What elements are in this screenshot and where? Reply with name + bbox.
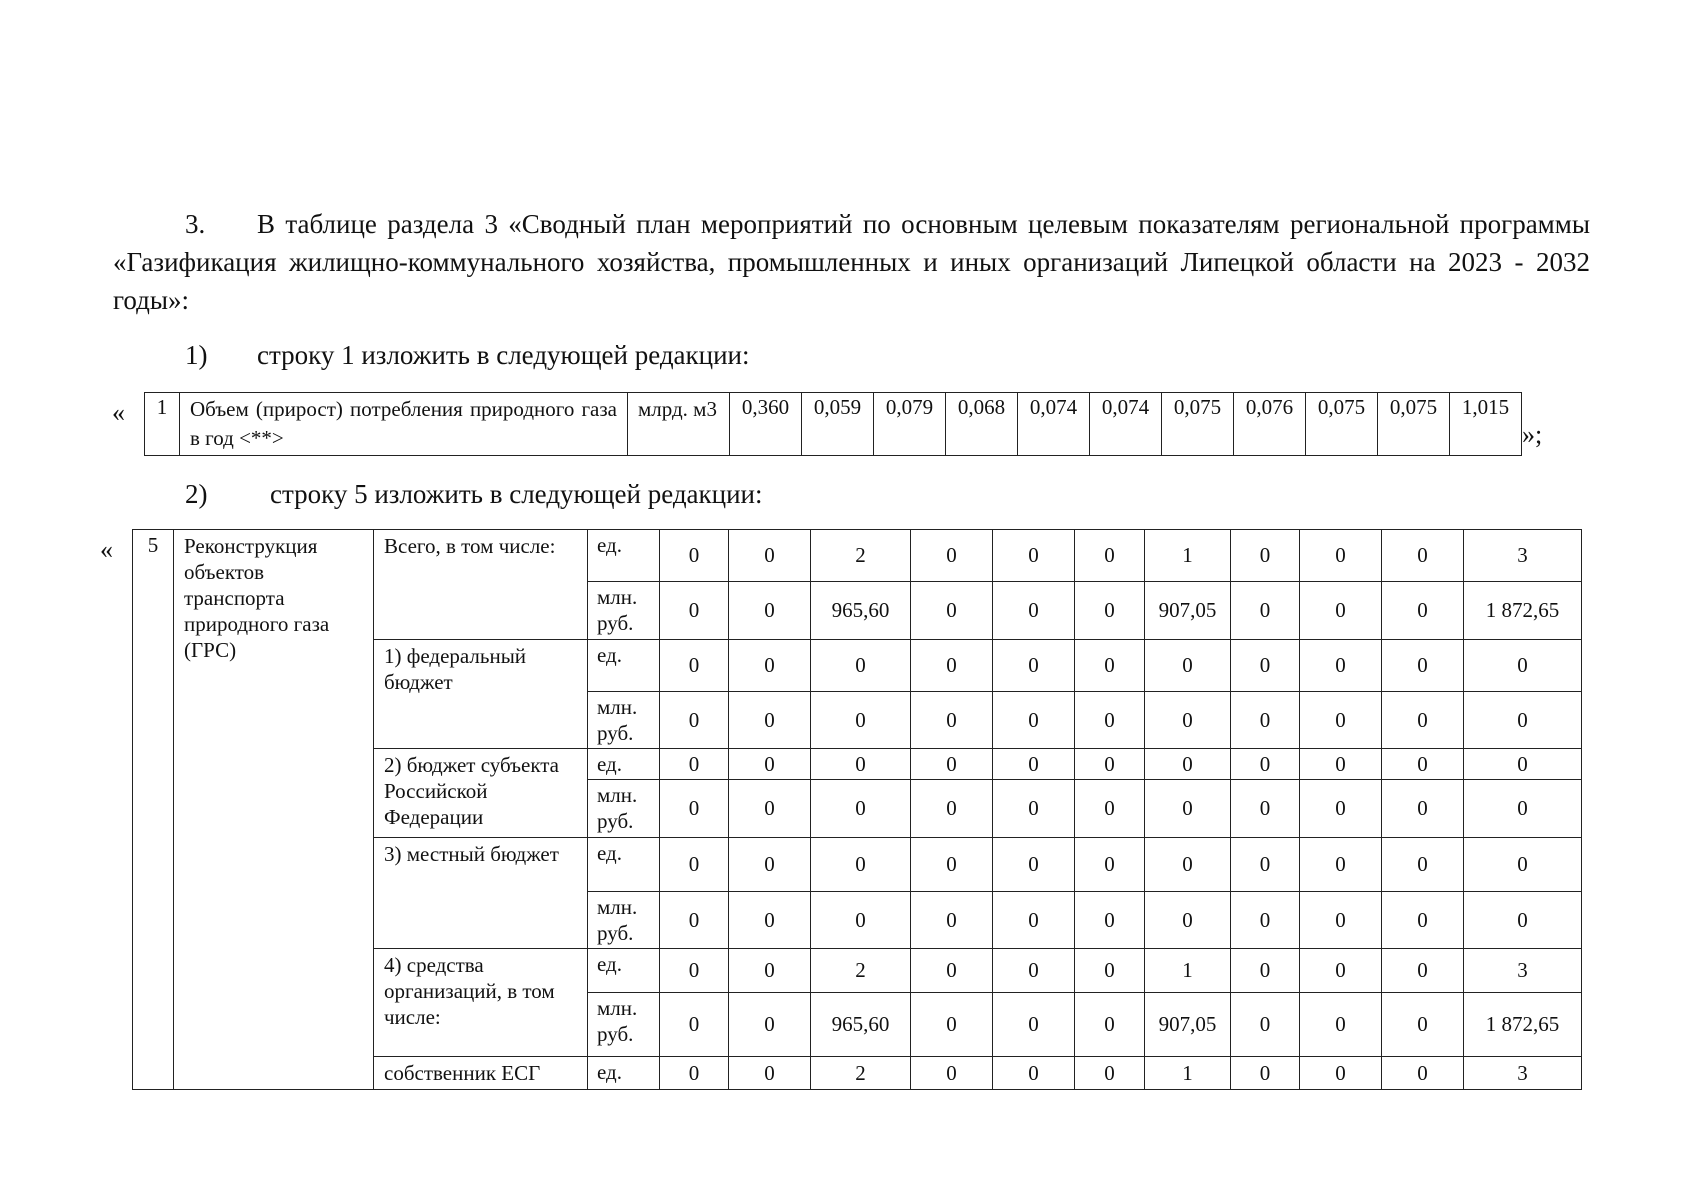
value-cell: 0: [1075, 582, 1145, 640]
value-cell: 965,60: [811, 993, 911, 1057]
value-cell: 0: [1300, 640, 1382, 692]
unit-cell: ед.: [588, 749, 660, 780]
unit-cell: ед.: [588, 1057, 660, 1090]
value-cell: 0: [811, 838, 911, 892]
value-cell: 0: [1231, 838, 1300, 892]
unit-cell: ед.: [588, 949, 660, 993]
value-cell: 0: [1464, 692, 1582, 749]
value-cell: 0: [1300, 749, 1382, 780]
value-cell: 0: [660, 1057, 729, 1090]
value-cell: 0: [1231, 892, 1300, 949]
unit-cell: млн. руб.: [588, 582, 660, 640]
value-cell: 0: [1382, 692, 1464, 749]
value-cell: 0: [1231, 1057, 1300, 1090]
value-cell: 0: [911, 838, 993, 892]
value-cell: 2: [811, 1057, 911, 1090]
value-cell: 0: [1300, 692, 1382, 749]
value-cell: 907,05: [1145, 993, 1231, 1057]
value-cell: 0: [1145, 892, 1231, 949]
value-cell: 0: [1300, 530, 1382, 582]
value-cell: 0: [1145, 749, 1231, 780]
value-cell: 0: [1075, 838, 1145, 892]
table1-value: 0,068: [946, 393, 1018, 456]
table-row-5: [132, 529, 1582, 1090]
value-cell: 0: [993, 892, 1075, 949]
value-cell: 0: [911, 993, 993, 1057]
value-cell: 0: [1075, 530, 1145, 582]
table1-row-number: 1: [145, 393, 180, 456]
value-cell: 0: [1464, 838, 1582, 892]
value-cell: 0: [993, 749, 1075, 780]
sub1-line: [185, 340, 750, 371]
unit-cell: млн. руб.: [588, 780, 660, 838]
table1-value: 0,076: [1234, 393, 1306, 456]
table1-value: 0,059: [802, 393, 874, 456]
value-cell: 965,60: [811, 582, 911, 640]
value-cell: 0: [1075, 692, 1145, 749]
value-cell: 0: [1382, 1057, 1464, 1090]
value-cell: 0: [1075, 780, 1145, 838]
value-cell: 0: [1145, 838, 1231, 892]
value-cell: 0: [911, 640, 993, 692]
unit-cell: млн. руб.: [588, 993, 660, 1057]
value-cell: 1 872,65: [1464, 993, 1582, 1057]
value-cell: 0: [1231, 692, 1300, 749]
value-cell: 0: [1382, 993, 1464, 1057]
value-cell: 0: [1075, 993, 1145, 1057]
value-cell: 0: [911, 692, 993, 749]
value-cell: 2: [811, 530, 911, 582]
value-cell: 0: [1382, 640, 1464, 692]
value-cell: 0: [993, 1057, 1075, 1090]
open-quote-2: «: [100, 535, 113, 564]
unit-cell: млн. руб.: [588, 692, 660, 749]
value-cell: 0: [729, 838, 811, 892]
value-cell: 0: [1145, 692, 1231, 749]
sub2-number: 2): [185, 479, 208, 509]
unit-cell: млн. руб.: [588, 892, 660, 949]
value-cell: 0: [1382, 838, 1464, 892]
value-cell: 0: [1075, 892, 1145, 949]
value-cell: 0: [660, 993, 729, 1057]
sub2-text: строку 5 изложить в следующей редакции:: [270, 479, 763, 509]
value-cell: 2: [811, 949, 911, 993]
table-row: [133, 530, 1582, 582]
table1-row-unit: млрд. м3: [628, 393, 730, 456]
value-cell: 1: [1145, 1057, 1231, 1090]
value-cell: 0: [660, 838, 729, 892]
table1-value: 0,075: [1162, 393, 1234, 456]
table1-row: [145, 393, 1522, 456]
funding-source: 3) местный бюджет: [374, 838, 588, 949]
value-cell: 0: [1382, 949, 1464, 993]
table1-value: 0,075: [1378, 393, 1450, 456]
value-cell: 0: [729, 530, 811, 582]
unit-cell: ед.: [588, 530, 660, 582]
item3-text: В таблице раздела 3 «Сводный план мероприятий по основным целевым показателям региональной программы «Газификация жилищно-коммунального хозяйства, промышленных и иных организаций Липецкой области на 2023 - 2032 годы»:: [113, 209, 1590, 315]
value-cell: 0: [729, 640, 811, 692]
value-cell: 0: [729, 993, 811, 1057]
table2-row-number: 5: [133, 530, 174, 1090]
table2-row-name: Реконструкция объектов транспорта природного газа (ГРС): [174, 530, 374, 1090]
value-cell: 0: [993, 692, 1075, 749]
table1-value: 0,074: [1090, 393, 1162, 456]
value-cell: 907,05: [1145, 582, 1231, 640]
value-cell: 0: [993, 838, 1075, 892]
value-cell: 0: [1382, 749, 1464, 780]
value-cell: 0: [1075, 949, 1145, 993]
value-cell: 1: [1145, 530, 1231, 582]
value-cell: 0: [729, 582, 811, 640]
value-cell: 0: [911, 949, 993, 993]
value-cell: 0: [993, 640, 1075, 692]
value-cell: 0: [1075, 749, 1145, 780]
table-row-1: [144, 392, 1522, 456]
open-quote-1: «: [112, 398, 125, 427]
value-cell: 0: [1231, 780, 1300, 838]
sub2-line: [185, 479, 763, 510]
value-cell: 0: [993, 582, 1075, 640]
unit-cell: ед.: [588, 640, 660, 692]
sub1-text: строку 1 изложить в следующей редакции:: [257, 340, 750, 370]
value-cell: 0: [729, 1057, 811, 1090]
value-cell: 0: [729, 780, 811, 838]
value-cell: 0: [1300, 892, 1382, 949]
value-cell: 0: [729, 949, 811, 993]
value-cell: 0: [1075, 640, 1145, 692]
value-cell: 0: [1300, 582, 1382, 640]
value-cell: 0: [1231, 530, 1300, 582]
funding-source: 4) средства организаций, в том числе:: [374, 949, 588, 1057]
value-cell: 0: [1382, 892, 1464, 949]
value-cell: 0: [1300, 993, 1382, 1057]
value-cell: 0: [1231, 582, 1300, 640]
value-cell: 1 872,65: [1464, 582, 1582, 640]
value-cell: 0: [660, 749, 729, 780]
value-cell: 0: [1075, 1057, 1145, 1090]
value-cell: 0: [911, 1057, 993, 1090]
value-cell: 0: [660, 780, 729, 838]
value-cell: 0: [660, 892, 729, 949]
value-cell: 0: [1382, 530, 1464, 582]
value-cell: 0: [993, 993, 1075, 1057]
value-cell: 0: [1145, 780, 1231, 838]
value-cell: 0: [660, 582, 729, 640]
value-cell: 0: [993, 949, 1075, 993]
value-cell: 0: [1464, 892, 1582, 949]
value-cell: 0: [811, 640, 911, 692]
value-cell: 0: [911, 780, 993, 838]
value-cell: 0: [1231, 949, 1300, 993]
value-cell: 0: [1231, 640, 1300, 692]
value-cell: 0: [1464, 640, 1582, 692]
value-cell: 0: [993, 530, 1075, 582]
value-cell: 0: [660, 949, 729, 993]
funding-source: собственник ЕСГ: [374, 1057, 588, 1090]
value-cell: 0: [729, 749, 811, 780]
value-cell: 0: [1231, 749, 1300, 780]
value-cell: 0: [1382, 780, 1464, 838]
value-cell: 0: [911, 749, 993, 780]
value-cell: 0: [660, 640, 729, 692]
value-cell: 0: [1464, 749, 1582, 780]
value-cell: 0: [1231, 993, 1300, 1057]
table1-row-name: Объем (прирост) потребления природного газа в год <**>: [180, 393, 628, 456]
value-cell: 3: [1464, 949, 1582, 993]
value-cell: 0: [1464, 780, 1582, 838]
table1-value: 0,360: [730, 393, 802, 456]
item3-paragraph: [113, 205, 1590, 319]
value-cell: 1: [1145, 949, 1231, 993]
value-cell: 0: [729, 692, 811, 749]
value-cell: 0: [660, 692, 729, 749]
value-cell: 0: [811, 780, 911, 838]
table2-body: [133, 530, 1582, 1090]
value-cell: 0: [1300, 1057, 1382, 1090]
close-quote-1: »;: [1522, 420, 1543, 449]
table1-value: 1,015: [1450, 393, 1522, 456]
table1-value: 0,079: [874, 393, 946, 456]
value-cell: 0: [1300, 780, 1382, 838]
value-cell: 3: [1464, 530, 1582, 582]
value-cell: 0: [911, 892, 993, 949]
value-cell: 0: [1300, 949, 1382, 993]
value-cell: 0: [729, 892, 811, 949]
unit-cell: ед.: [588, 838, 660, 892]
value-cell: 0: [1382, 582, 1464, 640]
table1-value: 0,075: [1306, 393, 1378, 456]
table1-value: 0,074: [1018, 393, 1090, 456]
value-cell: 3: [1464, 1057, 1582, 1090]
value-cell: 0: [811, 892, 911, 949]
funding-source: 2) бюджет субъекта Российской Федерации: [374, 749, 588, 838]
value-cell: 0: [660, 530, 729, 582]
value-cell: 0: [911, 530, 993, 582]
sub1-number: 1): [185, 340, 208, 370]
value-cell: 0: [811, 692, 911, 749]
item3-number: 3.: [185, 209, 206, 239]
funding-source: Всего, в том числе:: [374, 530, 588, 640]
value-cell: 0: [811, 749, 911, 780]
value-cell: 0: [911, 582, 993, 640]
value-cell: 0: [1300, 838, 1382, 892]
value-cell: 0: [1145, 640, 1231, 692]
funding-source: 1) федеральный бюджет: [374, 640, 588, 749]
value-cell: 0: [993, 780, 1075, 838]
